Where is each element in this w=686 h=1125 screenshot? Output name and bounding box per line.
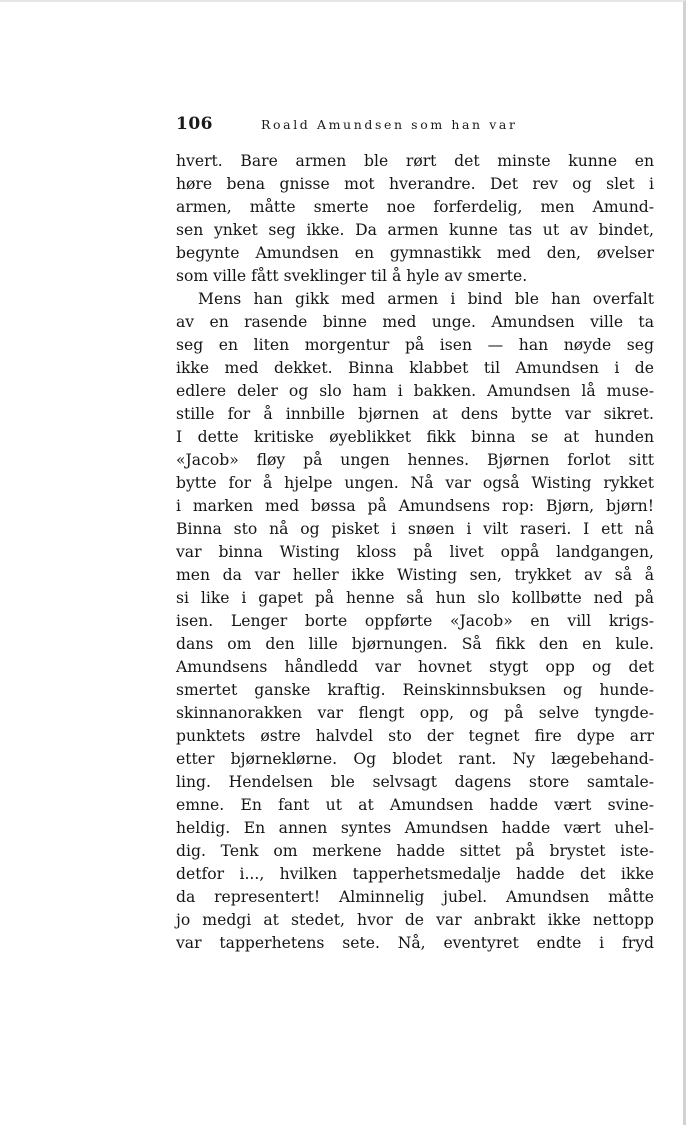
text-line: av en rasende binne med unge. Amundsen ville ta: [176, 313, 654, 331]
text-line: ling. Hendelsen ble selvsagt dagens store samtale-: [176, 773, 654, 791]
text-line: isen. Lenger borte oppførte «Jacob» en vill krigs-: [176, 612, 654, 630]
text-line: ikke med dekket. Binna klabbet til Amundsen i de: [176, 359, 654, 377]
text-line: sen ynket seg ikke. Da armen kunne tas ut av bindet,: [176, 221, 654, 239]
text-line: heldig. En annen syntes Amundsen hadde vært uhel-: [176, 819, 654, 837]
text-line: stille for å innbille bjørnen at dens bytte var sikret.: [176, 405, 654, 423]
text-line: da representert! Alminnelig jubel. Amundsen måtte: [176, 888, 654, 906]
text-line: i marken med bøssa på Amundsens rop: Bjørn, bjørn!: [176, 497, 654, 515]
text-line: seg en liten morgentur på isen — han nøyde seg: [176, 336, 654, 354]
text-line: emne. En fant ut at Amundsen hadde vært svine-: [176, 796, 654, 814]
text-line: «Jacob» fløy på ungen hennes. Bjørnen forlot sitt: [176, 451, 654, 469]
text-line: var tapperhetens sete. Nå, eventyret endte i fryd: [176, 934, 654, 952]
running-head: [176, 114, 656, 136]
text-line: dig. Tenk om merkene hadde sittet på brystet iste-: [176, 842, 654, 860]
text-line: Binna sto nå og pisket i snøen i vilt raseri. I ett nå: [176, 520, 654, 538]
text-line: edlere deler og slo ham i bakken. Amundsen lå muse-: [176, 382, 654, 400]
text-line: armen, måtte smerte noe forferdelig, men Amund-: [176, 198, 654, 216]
text-line: Amundsens håndledd var hovnet stygt opp og det: [176, 658, 654, 676]
text-line: jo medgi at stedet, hvor de var anbrakt ikke nettopp: [176, 911, 654, 929]
text-line: punktets østre halvdel sto der tegnet fire dype arr: [176, 727, 654, 745]
text-line: begynte Amundsen en gymnastikk med den, øvelser: [176, 244, 654, 262]
text-line: men da var heller ikke Wisting sen, trykket av så å: [176, 566, 654, 584]
text-line: var binna Wisting kloss på livet oppå landgangen,: [176, 543, 654, 561]
page-number: 106: [176, 114, 213, 134]
text-line: si like i gapet på henne så hun slo kollbøtte ned på: [176, 589, 654, 607]
text-line: smertet ganske kraftig. Reinskinnsbuksen og hunde-: [176, 681, 654, 699]
text-line: hvert. Bare armen ble rørt det minste kunne en: [176, 152, 654, 170]
text-line: I dette kritiske øyeblikket fikk binna se at hunden: [176, 428, 654, 446]
running-title: Roald Amundsen som han var: [261, 117, 518, 132]
text-line: Mens han gikk med armen i bind ble han overfalt: [198, 290, 654, 308]
body-text: [176, 150, 654, 955]
text-line: dans om den lille bjørnungen. Så fikk den en kule.: [176, 635, 654, 653]
text-line: bytte for å hjelpe ungen. Nå var også Wisting rykket: [176, 474, 654, 492]
text-line: som ville fått sveklinger til å hyle av smerte.: [176, 267, 528, 285]
text-line: detfor i..., hvilken tapperhetsmedalje hadde det ikke: [176, 865, 654, 883]
text-line: høre bena gnisse mot hverandre. Det rev og slet i: [176, 175, 654, 193]
text-line: skinnanorakken var flengt opp, og på selve tyngde-: [176, 704, 654, 722]
text-line: etter bjørneklørne. Og blodet rant. Ny lægebehand-: [176, 750, 654, 768]
